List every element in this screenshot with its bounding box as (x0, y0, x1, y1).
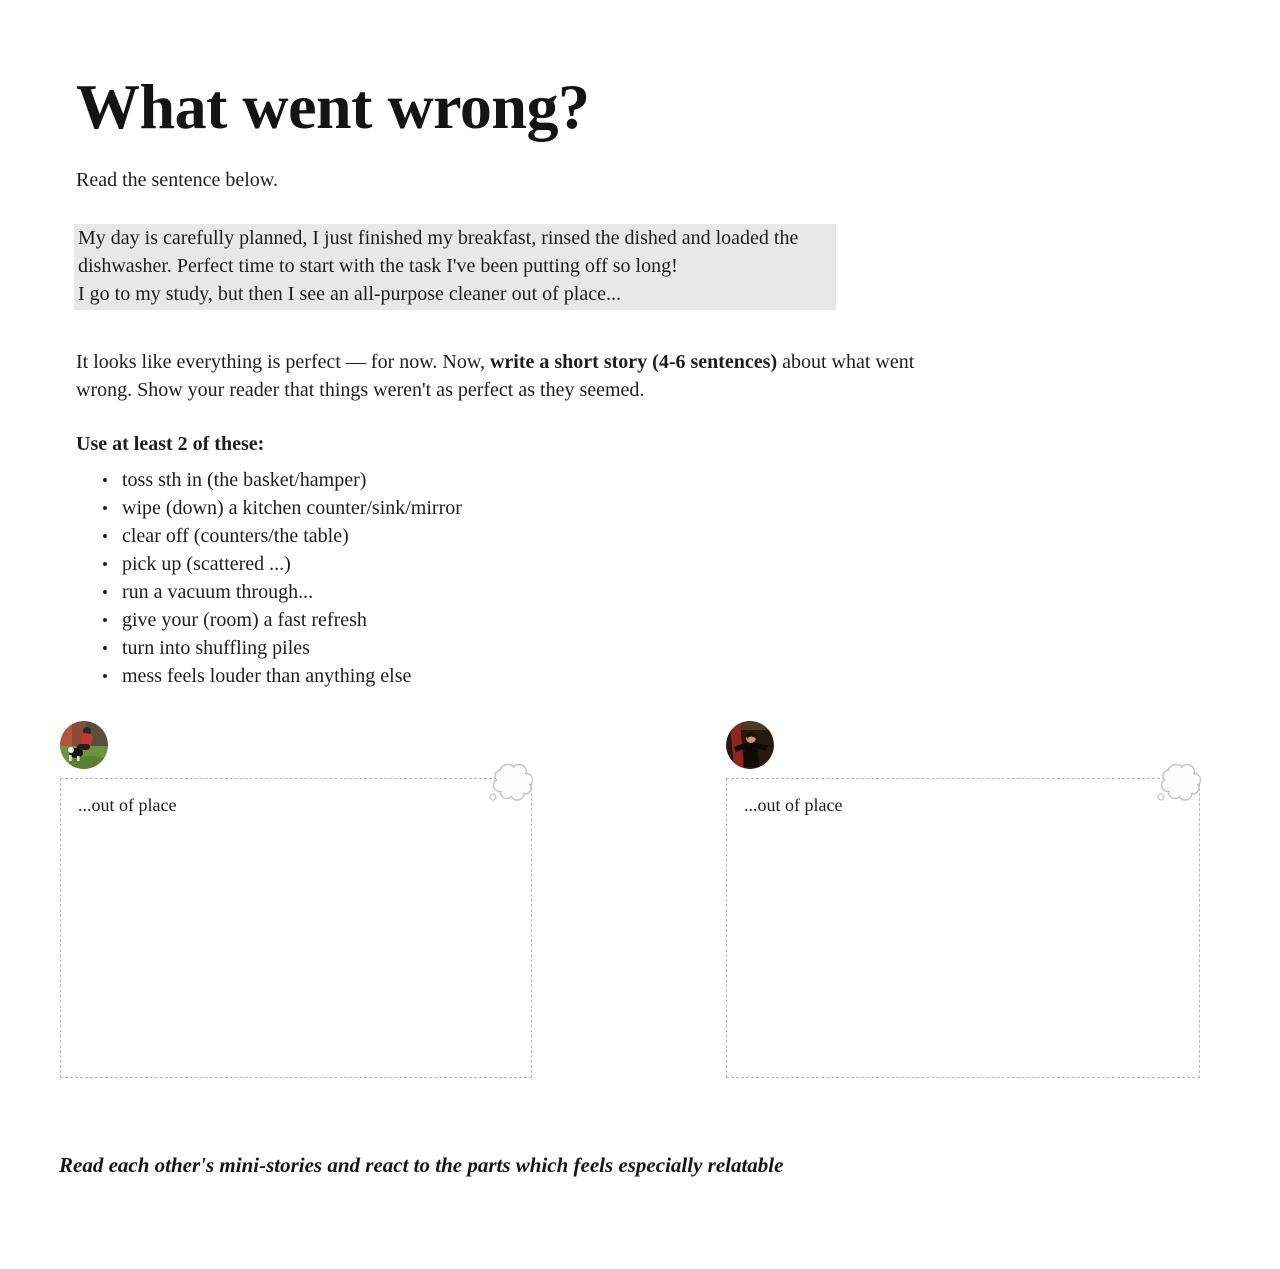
scenario-quote (74, 224, 836, 310)
intro-text: Read the sentence below. (76, 169, 278, 192)
page-title: What went wrong? (76, 71, 590, 142)
phrase-item: clear off (counters/the table) (76, 522, 1220, 550)
phrase-list-heading: Use at least 2 of these: (76, 433, 265, 456)
story-panels (60, 721, 1220, 1078)
story-box-prompt: ...out of place (744, 795, 843, 816)
phrase-item: mess feels louder than anything else (76, 662, 1220, 690)
avatar-photo-dog-on-grass (60, 721, 108, 769)
thought-balloon-icon (1154, 760, 1204, 810)
task-text-bold: write a short story (4-6 sentences) (489, 351, 778, 374)
scenario-paragraph-2: I go to my study, but then I see an all-purpose cleaner out of place... (78, 283, 621, 306)
story-panel-right (726, 721, 1200, 1078)
story-writing-box[interactable] (726, 778, 1200, 1078)
phrase-item: wipe (down) a kitchen counter/sink/mirror (76, 494, 1220, 522)
phrase-item: run a vacuum through... (76, 578, 1220, 606)
scenario-paragraph-1: My day is carefully planned, I just finished my breakfast, rinsed the dished and loaded the dishwasher. Perfect time to start with the task I've been putting off so long! (78, 227, 799, 278)
avatar (726, 721, 774, 769)
phrase-list (76, 466, 1220, 690)
avatar (60, 721, 108, 769)
thought-balloon-icon (486, 760, 536, 810)
phrase-item: pick up (scattered ...) (76, 550, 1220, 578)
avatar-photo-dark-portrait (726, 721, 774, 769)
footer-instruction: Read each other's mini-stories and react to the parts which feels especially relatable (59, 1153, 784, 1178)
phrase-item: give your (room) a fast refresh (76, 606, 1220, 634)
phrase-item: turn into shuffling piles (76, 634, 1220, 662)
task-text-after: about what went wrong. Show your reader that things weren't as perfect as they seemed. (76, 351, 915, 402)
task-instruction (76, 348, 944, 404)
phrase-item: toss sth in (the basket/hamper) (76, 466, 1220, 494)
story-box-prompt: ...out of place (78, 795, 177, 816)
task-text-before: It looks like everything is perfect — for now. Now, (76, 351, 490, 374)
story-panel-left (60, 721, 532, 1078)
story-writing-box[interactable] (60, 778, 532, 1078)
